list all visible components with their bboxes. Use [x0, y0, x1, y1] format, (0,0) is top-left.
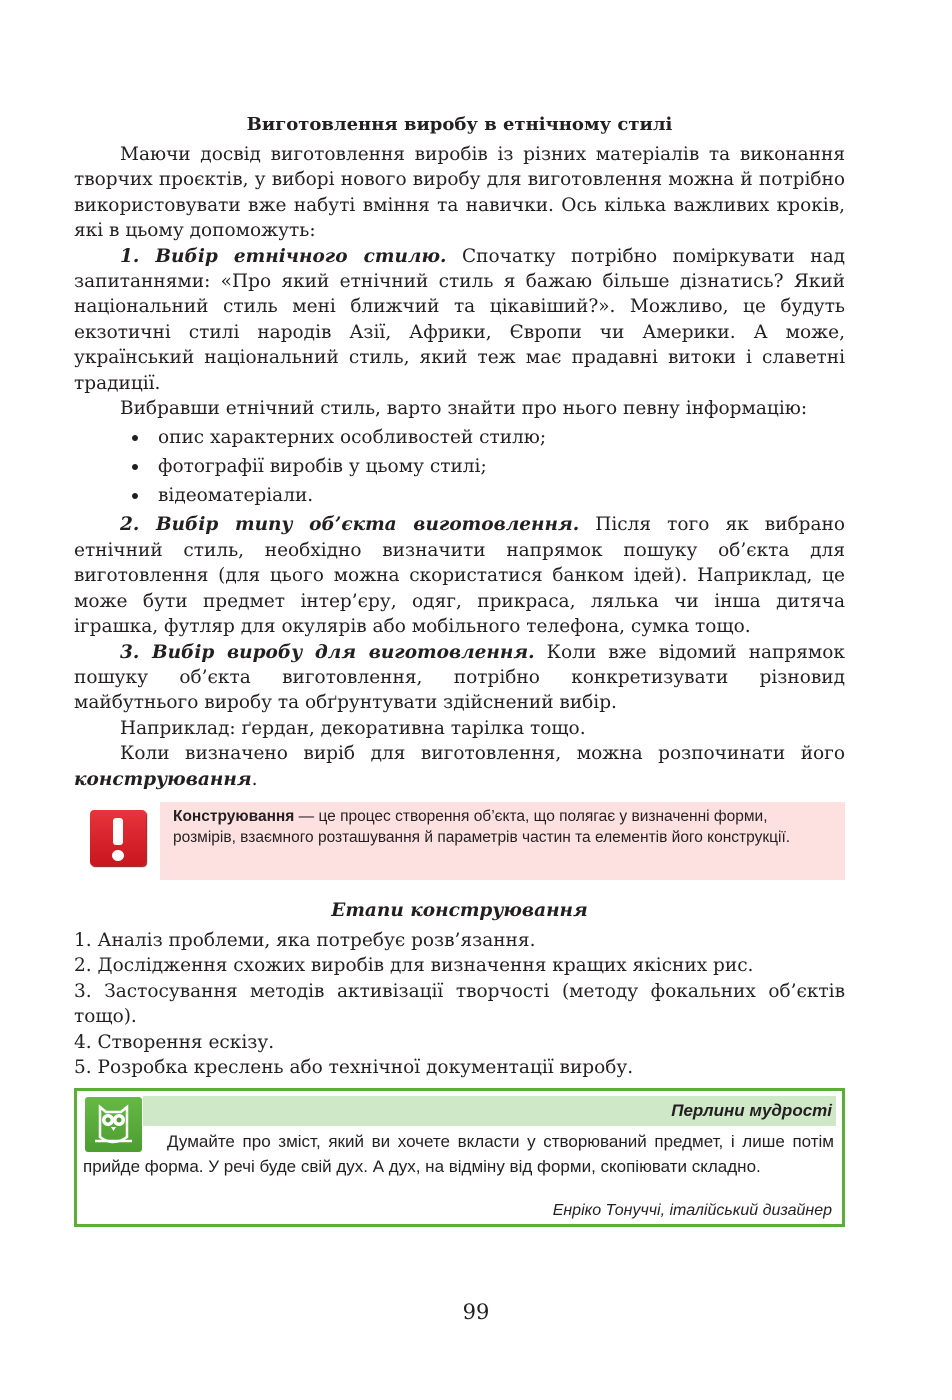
wisdom-box	[74, 1088, 845, 1227]
example-paragraph: Наприклад: ґердан, декоративна тарілка тощо.	[120, 717, 586, 739]
step-2-paragraph	[74, 512, 845, 639]
list-item: відеоматеріали.	[132, 481, 845, 510]
list-item: 4. Створення ескізу.	[74, 1031, 275, 1053]
section-title: Виготовлення виробу в етнічному стилі	[246, 114, 673, 135]
construct-end: .	[251, 768, 258, 790]
list-item: 3. Застосування методів активізації творчості (методу фокальних об’єктів тощо).	[74, 980, 845, 1028]
intro-paragraph: Маючи досвід виготовлення виробів із різних матеріалів та виконання творчих проєктів, у виборі нового виробу для виготовлення можна й потрібно використовувати вже набуті вміння та навички. Ось кілька важливих кроків, які в цьому допоможуть:	[74, 144, 845, 242]
construct-sentence: Коли визначено виріб для виготовлення, можна розпочинати його	[120, 743, 845, 765]
definition-box	[74, 802, 845, 884]
step-3-text: Коли вже відомий напрямок пошуку об’єкта виготовлення, потрібно конкретизувати різновид майбутнього виробу та обґрунтувати здійснений вибір.	[74, 641, 845, 714]
info-intro-paragraph: Вибравши етнічний стиль, варто знайти про нього певну інформацію:	[120, 398, 808, 420]
construct-term: конструювання	[74, 768, 252, 790]
list-item: опис характерних особливостей стилю;	[132, 423, 845, 452]
step-2-text: Після того як вибрано етнічний стиль, необхідно визначити напрямок пошуку об’єкта для виготовлення (для цього можна скористатися банком ідей). Наприклад, це може бути предмет інтер’єру, одяг, прикраса, лялька чи інша дитяча іграшка, футляр для окулярів або мобільного телефона, сумка тощо.	[74, 514, 845, 638]
page-content	[74, 112, 845, 1227]
wisdom-author: Енріко Тонуччі, італійський дизайнер	[552, 1202, 832, 1220]
page-number: 99	[462, 1300, 490, 1324]
exclamation-icon	[90, 810, 146, 866]
list-item: фотографії виробів у цьому стилі;	[132, 452, 845, 481]
stages-title: Етапи конструювання	[331, 899, 588, 921]
info-bullet-list	[74, 423, 845, 510]
wisdom-quote: Думайте про зміст, який ви хочете вкласти у створюваний предмет, і лише потім прийде форма. У речі буде свій дух. А дух, на відміну від форми, скопіювати складно.	[83, 1132, 834, 1177]
list-item: 2. Дослідження схожих виробів для визначення кращих якісних рис.	[74, 955, 754, 977]
definition-text	[160, 802, 845, 880]
definition-term: Конструювання	[173, 807, 295, 825]
step-1-heading: 1. Вибір етнічного стилю.	[120, 245, 447, 267]
step-3-paragraph	[74, 640, 845, 716]
definition-body: — це процес створення об’єкта, що полягає у визначенні форми, розмірів, взаємного розташування й параметрів частин та елементів його конструкції.	[173, 807, 791, 846]
list-item: 5. Розробка креслень або технічної документації виробу.	[74, 1056, 634, 1078]
construct-paragraph	[74, 741, 845, 792]
list-item: 1. Аналіз проблеми, яка потребує розв’язання.	[74, 929, 536, 951]
step-3-heading: 3. Вибір виробу для виготовлення.	[120, 641, 535, 663]
step-1-text: Спочатку потрібно поміркувати над запитаннями: «Про який етнічний стиль я бажаю більше дізнатись? Який національний стиль мені ближчий та цікавіший?». Можливо, це будуть екзотичні стилі народів Азії, Африки, Європи чи Америки. А може, український національний стиль, який теж має прадавні витоки і славетні традиції.	[74, 245, 846, 394]
step-1-paragraph	[74, 244, 845, 396]
step-2-heading: 2. Вибір типу об’єкта виготовлення.	[120, 514, 580, 536]
stages-list	[74, 928, 845, 1080]
wisdom-heading: Перлини мудрості	[143, 1096, 836, 1126]
